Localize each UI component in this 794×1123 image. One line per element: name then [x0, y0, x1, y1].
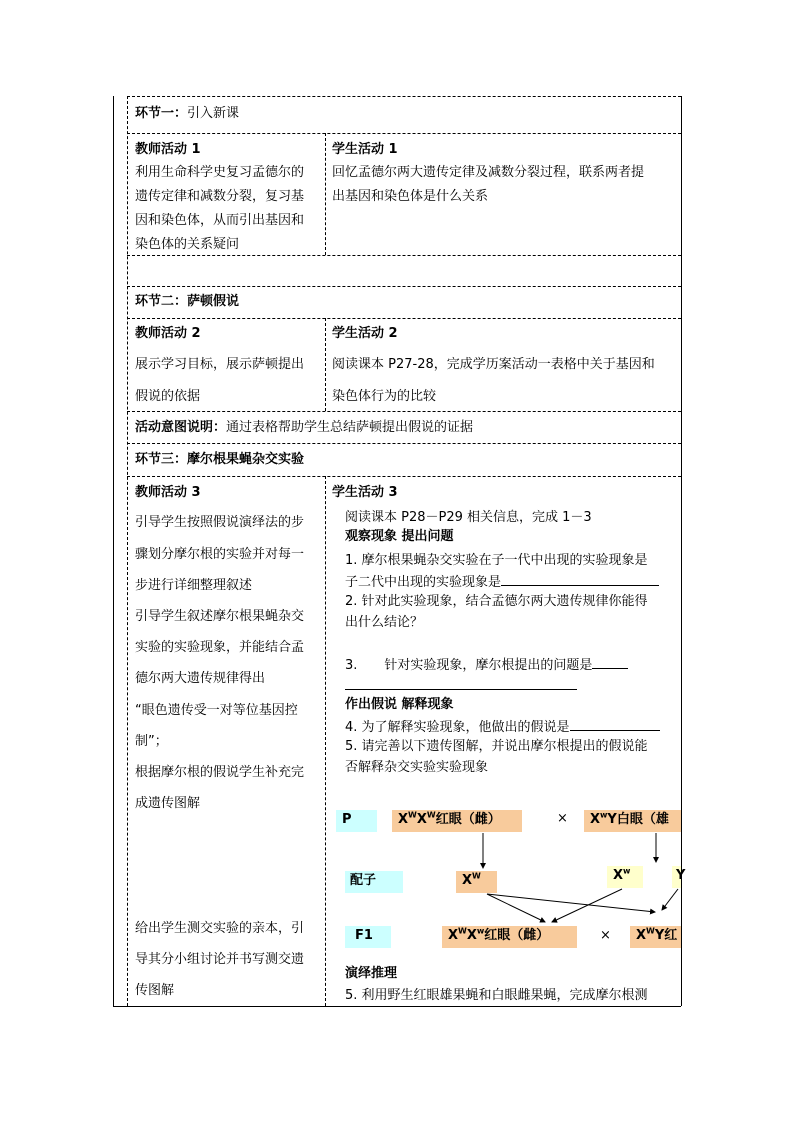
question-3-text: 针对实验现象，摩尔根提出的问题是 — [384, 658, 593, 673]
observe-heading: 观察现象 提出问题 — [345, 529, 454, 544]
teacher-activity-1-line: 因和染色体，从而引出基因和 — [135, 213, 305, 228]
activity-intent-text: 通过表格帮助学生总结萨顿提出假说的证据 — [226, 420, 474, 435]
arrow-xw-to-f1-male — [487, 894, 655, 912]
teacher-activity-1-title: 教师活动 1 — [135, 142, 201, 157]
student-activity-1-title: 学生活动 1 — [332, 142, 398, 157]
answer-blank-line — [345, 689, 577, 690]
diagram-gamete-xw-male: $X^w$ — [607, 866, 643, 888]
answer-blank — [570, 718, 660, 731]
row-line — [127, 255, 681, 256]
teacher-activity-1-line: 利用生命科学史复习孟德尔的 — [135, 165, 305, 180]
teacher-activity-3-line: 引导学生叙述摩尔根果蝇杂交 — [135, 609, 305, 624]
diagram-p-female: $X^WX^W$红眼（雌） — [392, 810, 522, 832]
diagram-f1-female: $X^WX^w$红眼（雌） — [442, 926, 577, 948]
student-activity-2-line: 染色体行为的比较 — [332, 389, 437, 404]
diagram-cross-symbol-2: × — [600, 928, 611, 943]
diagram-gamete-y: Y — [672, 866, 681, 888]
table-left-border — [113, 96, 114, 1006]
diagram-p-label: P — [336, 810, 377, 832]
teacher-activity-3-line: 导其分小组讨论并书写测交遗 — [135, 952, 305, 967]
diagram-cross-symbol: × — [557, 811, 568, 826]
teacher-activity-3-line: “眼色遗传受一对等位基因控 — [135, 703, 298, 718]
question-2b: 出什么结论？ — [345, 615, 424, 630]
student-activity-2-title: 学生活动 2 — [332, 326, 398, 341]
question-3 — [345, 656, 628, 674]
answer-blank — [592, 656, 628, 669]
row-line — [127, 96, 681, 97]
teacher-activity-3-title: 教师活动 3 — [135, 485, 201, 500]
row-line — [127, 286, 681, 287]
diagram-p-male: $X^wY$白眼（雄 — [584, 810, 681, 832]
teacher-activity-1-line: 染色体的关系疑问 — [135, 237, 240, 252]
teacher-activity-2-line: 展示学习目标，展示萨顿提出 — [135, 357, 305, 372]
row-line — [127, 318, 681, 319]
deduction-heading: 演绎推理 — [345, 966, 398, 981]
arrow-xw-male-to-f1-female — [552, 889, 622, 922]
question-1a: 1. 摩尔根果蝇杂交实验在子一代中出现的实验现象是 — [345, 553, 648, 568]
teacher-activity-3-line: 实验的实验现象，并能结合孟 — [135, 640, 305, 655]
student-activity-2-line: 阅读课本 P27-28，完成学历案活动一表格中关于基因和 — [332, 357, 655, 372]
teacher-activity-3-line: 制”； — [135, 734, 168, 749]
teacher-activity-3-line: 给出学生测交实验的亲本，引 — [135, 921, 305, 936]
hypothesis-heading: 作出假说 解释现象 — [345, 697, 454, 712]
question-6: 5. 利用野生红眼雄果蝇和白眼雌果蝇，完成摩尔根测 — [345, 988, 648, 1003]
teacher-activity-3-line: 成遗传图解 — [135, 796, 201, 811]
row-line — [127, 443, 681, 444]
student-activity-3-title: 学生活动 3 — [332, 485, 398, 500]
section1-title-rest: 引入新课 — [187, 106, 240, 121]
column-separator — [325, 476, 326, 1006]
diagram-f1-label: F1 — [345, 926, 391, 948]
question-1b-text: 子二代中出现的实验现象是 — [345, 575, 502, 590]
section3-title: 环节三：摩尔根果蝇杂交实验 — [135, 452, 305, 467]
student-activity-1-line: 回忆孟德尔两大遗传定律及减数分裂过程，联系两者提 — [332, 165, 645, 180]
row-line — [127, 133, 681, 134]
question-2a: 2. 针对此实验现象，结合孟德尔两大遗传规律你能得 — [345, 594, 648, 609]
teacher-activity-2-title: 教师活动 2 — [135, 326, 201, 341]
arrow-y-to-f1-male — [662, 889, 678, 910]
question-5b: 否解释杂交实验实验现象 — [345, 760, 489, 775]
teacher-activity-3-line: 骤划分摩尔根的实验并对每一 — [135, 547, 305, 562]
teacher-activity-3-line: 根据摩尔根的假说学生补充完 — [135, 765, 305, 780]
teacher-activity-3-line: 步进行详细整理叙述 — [135, 578, 253, 593]
question-4 — [345, 718, 660, 736]
student-activity-1-line: 出基因和染色体是什么关系 — [332, 189, 489, 204]
question-5a: 5. 请完善以下遗传图解，并说出摩尔根提出的假说能 — [345, 739, 648, 754]
answer-blank — [501, 573, 659, 586]
teacher-activity-3-line: 传图解 — [135, 983, 175, 998]
column-separator — [325, 133, 326, 255]
teacher-activity-3-line: 引导学生按照假说演绎法的步 — [135, 515, 305, 530]
column-separator — [325, 318, 326, 411]
arrow-xw-to-f1-female — [487, 894, 545, 922]
student-activity-3-intro: 阅读课本 P28－P29 相关信息，完成 1－3 — [345, 510, 592, 525]
activity-intent-label: 活动意图说明： — [135, 420, 227, 435]
question-3-number: 3. — [345, 658, 358, 673]
section1-title — [135, 106, 239, 122]
teacher-activity-2-line: 假说的依据 — [135, 389, 201, 404]
row-line — [127, 476, 681, 477]
teacher-activity-3-line: 德尔两大遗传规律得出 — [135, 671, 266, 686]
question-1b — [345, 573, 659, 591]
section2-title: 环节二：萨顿假说 — [135, 294, 240, 309]
activity-intent — [135, 420, 473, 436]
section1-title-bold: 环节一： — [135, 106, 188, 121]
row-line — [127, 411, 681, 412]
diagram-gamete-label: 配子 — [345, 871, 403, 893]
question-4-text: 4. 为了解释实验现象，他做出的假说是 — [345, 720, 570, 735]
diagram-f1-male: $X^WY$红 — [630, 926, 681, 948]
table-bottom-border — [113, 1006, 681, 1007]
diagram-gamete-xw: $X^W$ — [456, 871, 497, 893]
teacher-activity-1-line: 遗传定律和减数分裂，复习基 — [135, 189, 305, 204]
inner-left-line — [127, 96, 128, 1006]
